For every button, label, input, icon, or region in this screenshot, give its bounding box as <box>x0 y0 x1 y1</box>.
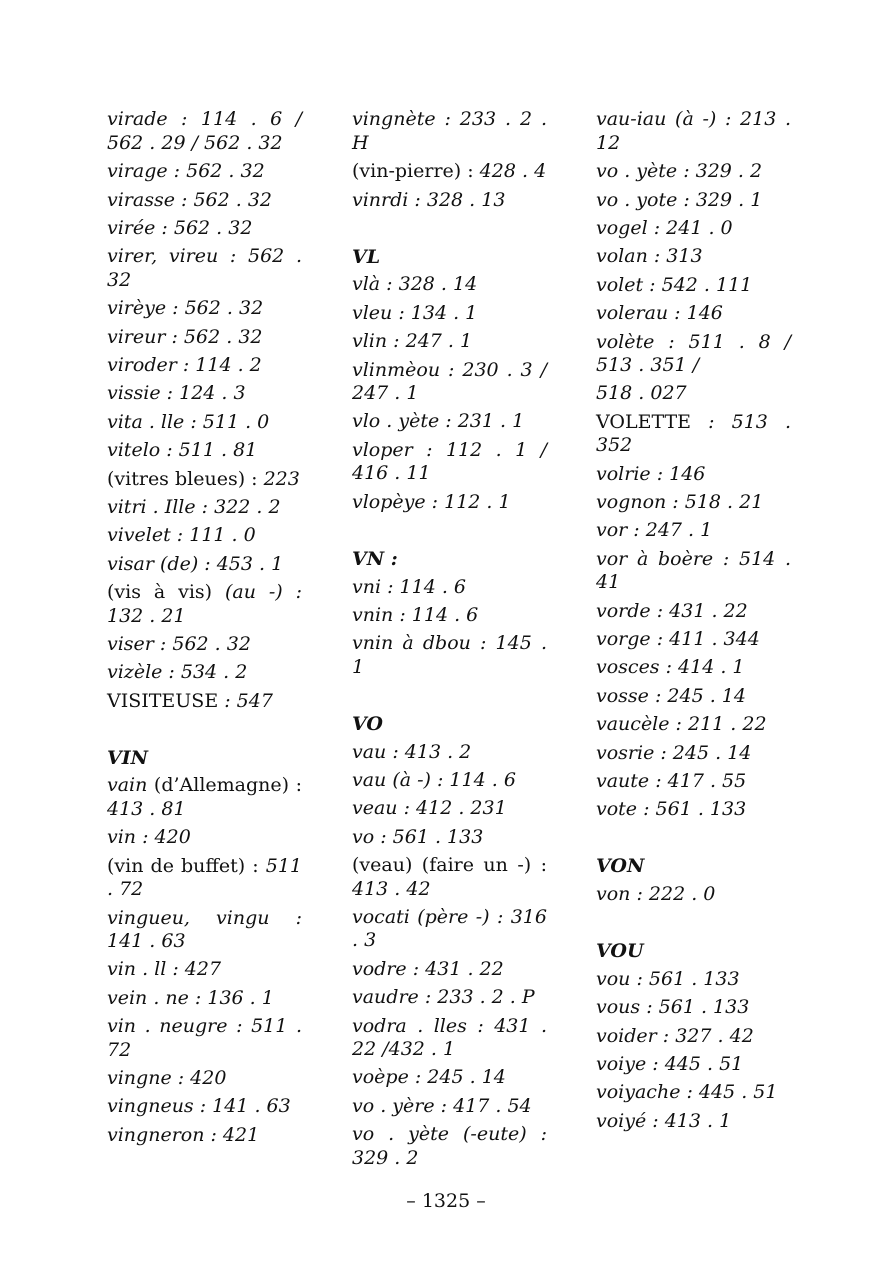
index-entry <box>107 295 302 323</box>
index-entry <box>107 631 302 659</box>
index-entry <box>352 1012 547 1064</box>
index-entry <box>596 408 791 460</box>
entry-italic-text: vote : 561 . 133 <box>596 798 747 821</box>
entry-italic-text: vodra . lles : 431 . 22 /432 . 1 <box>352 1014 547 1061</box>
entry-italic-text: vein . ne : 136 . 1 <box>107 986 274 1009</box>
entry-italic-text: viser : 562 . 32 <box>107 632 251 655</box>
index-entry <box>107 852 302 904</box>
entry-italic-text: volerau : 146 <box>596 302 723 325</box>
index-entry <box>107 904 302 956</box>
index-entry <box>352 488 547 516</box>
index-entry <box>107 956 302 984</box>
index-entry <box>352 1121 547 1173</box>
entry-italic-text: vorge : 411 . 344 <box>596 628 760 651</box>
entry-italic-text: vitelo : 511 . 81 <box>107 439 258 462</box>
index-entry <box>352 630 547 682</box>
entry-italic-text: vireur : 562 . 32 <box>107 325 263 348</box>
section-heading: VON <box>596 855 645 878</box>
entry-italic-text: vaute : 417 . 55 <box>596 769 747 792</box>
index-entry <box>107 186 302 214</box>
entry-italic-text: vita . lle : 511 . 0 <box>107 410 270 433</box>
section-spacer <box>352 682 547 710</box>
entry-italic-text: vizèle : 534 . 2 <box>107 661 248 684</box>
entry-italic-text: virèye : 562 . 32 <box>107 297 264 320</box>
index-entry <box>107 659 302 687</box>
entry-italic-text: vlo . yète : 231 . 1 <box>352 410 525 433</box>
entry-italic-text: vitri . Ille : 322 . 2 <box>107 495 281 518</box>
index-entry <box>107 1013 302 1065</box>
index-entry <box>352 766 547 794</box>
entry-italic-text: vnin : 114 . 6 <box>352 603 479 626</box>
entry-italic-text: vloper : 112 . 1 / 416 . 11 <box>352 438 547 485</box>
entry-italic-text: vingneron : 421 <box>107 1123 260 1146</box>
entry-italic-text: voiyache : 445 . 51 <box>596 1081 778 1104</box>
index-entry <box>596 682 791 710</box>
entry-italic-text: 413 . 81 <box>107 797 186 820</box>
entry-upright-text: VOLETTE <box>596 410 692 433</box>
entry-italic-text: vnin à dbou : 145 . 1 <box>352 632 547 678</box>
entry-italic-text: vlinmèou : 230 . 3 / 247 . 1 <box>352 358 547 405</box>
entry-italic-text: vous : 561 . 133 <box>596 996 750 1019</box>
entry-italic-text: 511 . 72 <box>107 854 303 901</box>
index-column-3 <box>596 106 791 1136</box>
index-entry <box>352 601 547 629</box>
entry-italic-text: vosse : 245 . 14 <box>596 684 746 707</box>
entry-italic-text: vlin : 247 . 1 <box>352 330 473 353</box>
entry-italic-text: veau : 412 . 231 <box>352 797 507 820</box>
entry-italic-text: vinrdi : 328 . 13 <box>352 188 506 211</box>
index-column-2 <box>352 106 547 1173</box>
index-entry <box>596 965 791 993</box>
entry-italic-text: (au -) : 132 . 21 <box>107 581 302 627</box>
index-entry <box>352 1092 547 1120</box>
entry-upright-text: (d’Allemagne) : <box>147 774 302 797</box>
entry-italic-text: vain <box>107 774 148 797</box>
entry-upright-text: (vin-pierre) : <box>352 160 474 183</box>
index-entry <box>107 408 302 436</box>
entry-italic-text: vosrie : 245 . 14 <box>596 741 752 764</box>
entry-italic-text: voider : 327 . 42 <box>596 1024 754 1047</box>
entry-italic-text: vivelet : 111 . 0 <box>107 524 256 547</box>
entry-upright-text: (vin de buffet) : <box>107 854 259 877</box>
section-spacer <box>596 824 791 852</box>
entry-italic-text: 223 <box>257 467 300 490</box>
section-heading: VOU <box>596 940 644 963</box>
entry-upright-text: (vis à vis) <box>107 581 213 604</box>
entry-italic-text: volet : 542 . 111 <box>596 273 753 296</box>
entry-italic-text: vo : 561 . 133 <box>352 825 484 848</box>
index-entry <box>107 1065 302 1093</box>
index-entry <box>352 955 547 983</box>
entry-upright-text: VISITEUSE <box>107 689 219 712</box>
entry-italic-text: vaucèle : 211 . 22 <box>596 713 767 736</box>
index-column-1 <box>107 106 302 1150</box>
index-entry <box>107 984 302 1012</box>
index-entry <box>596 243 791 271</box>
index-entry <box>107 323 302 351</box>
index-entry <box>107 352 302 380</box>
entry-italic-text: : 547 <box>218 689 273 712</box>
index-entry <box>596 711 791 739</box>
entry-italic-text: vau (à -) : 114 . 6 <box>352 768 516 791</box>
entry-italic-text: vo . yète : 329 . 2 <box>596 160 763 183</box>
entry-italic-text: vosces : 414 . 1 <box>596 656 745 679</box>
index-entry <box>596 517 791 545</box>
index-entry <box>596 158 791 186</box>
entry-italic-text: vor à boère : 514 . 41 <box>596 547 791 594</box>
index-entry <box>352 1064 547 1092</box>
entry-italic-text: vorde : 431 . 22 <box>596 599 748 622</box>
entry-italic-text: vo . yote : 329 . 1 <box>596 188 763 211</box>
index-entry <box>596 881 791 909</box>
index-entry <box>596 626 791 654</box>
entry-italic-text: virasse : 562 . 32 <box>107 188 273 211</box>
index-entry <box>352 738 547 766</box>
entry-italic-text: voiye : 445 . 51 <box>596 1053 744 1075</box>
entry-italic-text: voiyé : 413 . 1 <box>596 1109 732 1132</box>
index-entry <box>596 597 791 625</box>
index-entry <box>596 380 791 408</box>
entry-italic-text: vocati (père -) : 316 . 3 <box>352 905 547 952</box>
entry-italic-text: vaudre : 233 . 2 . P <box>352 986 535 1009</box>
index-entry <box>596 1079 791 1107</box>
entry-italic-text: virade : 114 . 6 / 562 . 29 / 562 . 32 <box>107 108 302 154</box>
entry-italic-text: vissie : 124 . 3 <box>107 382 246 405</box>
section-heading: VO <box>352 712 383 735</box>
index-entry <box>352 271 547 299</box>
index-entry <box>107 158 302 186</box>
index-entry <box>107 1093 302 1121</box>
entry-italic-text: vingueu, vingu : 141 . 63 <box>107 906 302 953</box>
index-entry <box>107 465 302 493</box>
index-entry <box>596 545 791 597</box>
index-entry <box>596 796 791 824</box>
section-spacer <box>352 517 547 545</box>
entry-italic-text: voèpe : 245 . 14 <box>352 1066 506 1089</box>
index-entry <box>596 300 791 328</box>
entry-italic-text: von : 222 . 0 <box>596 883 716 906</box>
index-entry <box>352 158 547 186</box>
entry-italic-text: visar (de) : 453 . 1 <box>107 552 284 575</box>
entry-italic-text: vodre : 431 . 22 <box>352 957 504 980</box>
index-entry <box>352 356 547 408</box>
index-entry <box>107 550 302 578</box>
index-entry <box>596 489 791 517</box>
entry-italic-text: virage : 562 . 32 <box>107 160 265 183</box>
entry-italic-text: volrie : 146 <box>596 462 706 485</box>
index-entry <box>596 271 791 299</box>
index-entry <box>352 823 547 851</box>
index-entry <box>352 573 547 601</box>
index-entry <box>352 328 547 356</box>
entry-upright-text: (vitres bleues) : <box>107 467 258 490</box>
index-entry <box>107 579 302 631</box>
section-spacer <box>352 215 547 243</box>
index-entry <box>107 380 302 408</box>
index-entry <box>107 106 302 158</box>
index-entry <box>107 772 302 824</box>
section-spacer <box>107 716 302 744</box>
entry-italic-text: vingnète : 233 . 2 . H <box>352 108 547 154</box>
index-entry <box>596 768 791 796</box>
entry-italic-text: vou : 561 . 133 <box>596 967 740 990</box>
index-entry <box>352 984 547 1012</box>
entry-italic-text: vognon : 518 . 21 <box>596 491 764 514</box>
entry-italic-text: vin . ll : 427 <box>107 958 222 981</box>
index-entry <box>352 795 547 823</box>
index-entry <box>596 739 791 767</box>
index-entry <box>596 1107 791 1135</box>
entry-italic-text: vo . yète (-eute) : 329 . 2 <box>352 1123 547 1169</box>
entry-italic-text: vingne : 420 <box>107 1067 227 1090</box>
index-entry <box>107 1121 302 1149</box>
index-entry <box>107 687 302 715</box>
entry-italic-text: vor : 247 . 1 <box>596 519 713 542</box>
entry-italic-text: : 513 . 352 <box>596 410 791 457</box>
index-entry <box>352 186 547 214</box>
index-entry <box>352 436 547 488</box>
entry-italic-text: vogel : 241 . 0 <box>596 217 733 240</box>
entry-italic-text: vin : 420 <box>107 826 191 849</box>
entry-italic-text: volan : 313 <box>596 245 703 268</box>
entry-italic-text: volète : 511 . 8 / 513 . 351 / <box>596 330 791 377</box>
entry-italic-text: vingneus : 141 . 63 <box>107 1095 291 1118</box>
entry-italic-text: vau : 413 . 2 <box>352 740 472 763</box>
index-entry <box>107 243 302 295</box>
section-heading: VL <box>352 245 381 268</box>
entry-italic-text: vlopèye : 112 . 1 <box>352 490 511 513</box>
entry-upright-text: (veau) (faire un -) : <box>352 854 547 877</box>
entry-italic-text: vo . yère : 417 . 54 <box>352 1094 532 1117</box>
entry-italic-text: 428 . 4 <box>473 160 547 183</box>
index-entry <box>596 460 791 488</box>
entry-italic-text: vin . neugre : 511 . 72 <box>107 1015 302 1061</box>
index-entry <box>596 1022 791 1050</box>
index-entry <box>352 903 547 955</box>
section-heading: VIN <box>107 746 148 769</box>
entry-italic-text: 518 . 027 <box>596 382 687 405</box>
page-number: – 1325 – <box>406 1190 486 1212</box>
entry-italic-text: vni : 114 . 6 <box>352 575 466 598</box>
index-entry <box>596 186 791 214</box>
index-entry <box>107 522 302 550</box>
index-entry <box>107 824 302 852</box>
section-spacer <box>596 909 791 937</box>
entry-italic-text: vlà : 328 . 14 <box>352 273 478 296</box>
entry-italic-text: 413 . 42 <box>352 877 431 900</box>
entry-italic-text: vau-iau (à -) : 213 . 12 <box>596 108 791 154</box>
index-entry <box>352 408 547 436</box>
index-entry <box>352 106 547 158</box>
index-entry <box>596 328 791 380</box>
entry-italic-text: virer, vireu : 562 . 32 <box>107 245 302 291</box>
index-entry <box>352 852 547 904</box>
index-entry <box>107 494 302 522</box>
index-entry <box>352 299 547 327</box>
index-entry <box>107 437 302 465</box>
index-entry <box>596 994 791 1022</box>
entry-italic-text: vleu : 134 . 1 <box>352 301 478 324</box>
index-entry <box>596 215 791 243</box>
entry-italic-text: viroder : 114 . 2 <box>107 354 262 377</box>
index-entry <box>596 654 791 682</box>
index-entry <box>596 1051 791 1079</box>
index-entry <box>596 106 791 158</box>
index-entry <box>107 215 302 243</box>
entry-italic-text: virée : 562 . 32 <box>107 217 253 240</box>
section-heading: VN : <box>352 547 398 570</box>
